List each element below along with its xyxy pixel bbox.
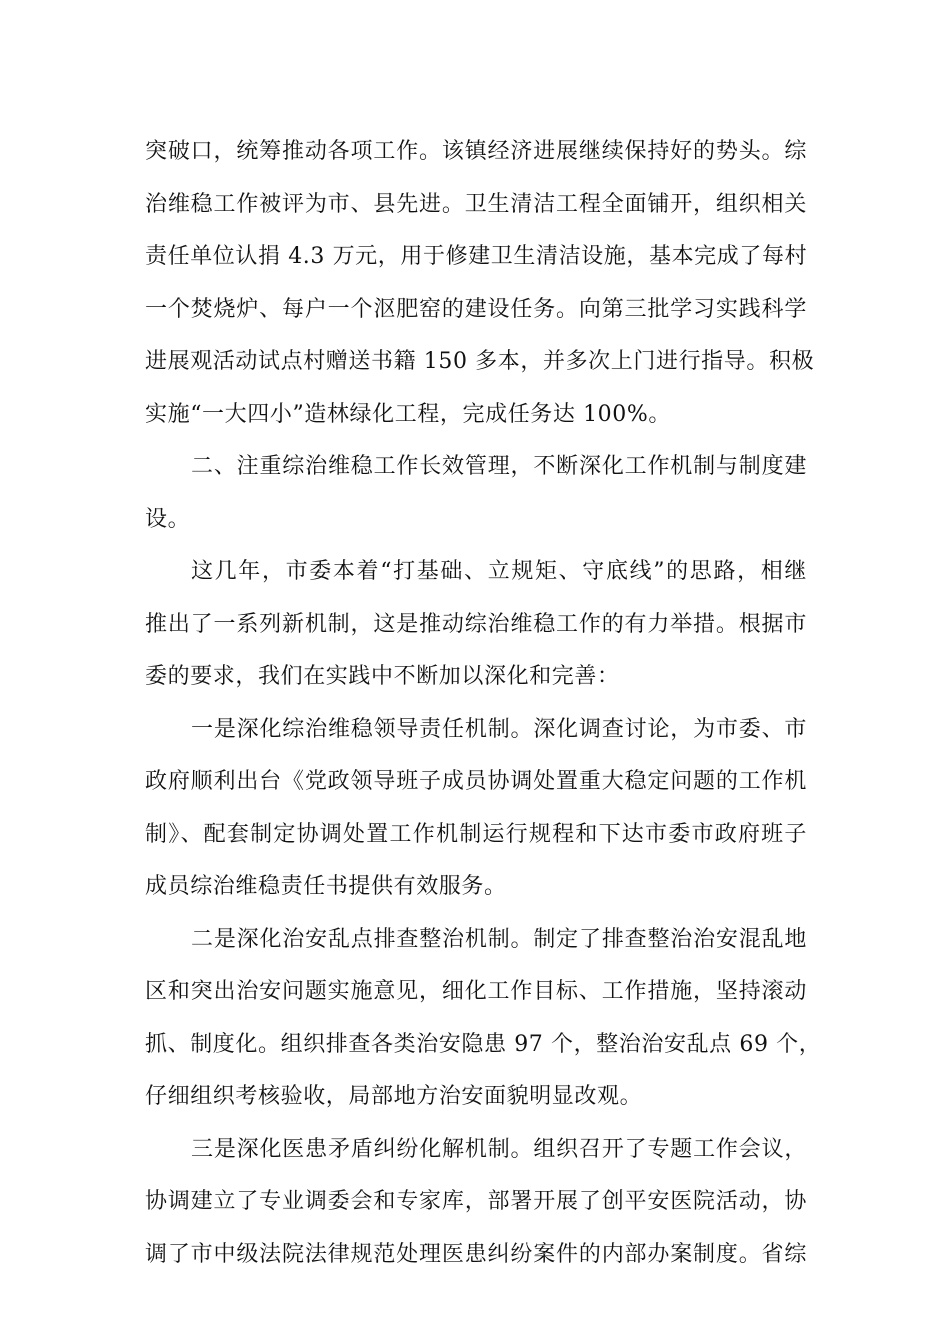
text-line: 委的要求，我们在实践中不断加以深化和完善：	[145, 664, 620, 689]
text-line: 突破口，统筹推动各项工作。该镇经济进展继续保持好的势头。综	[145, 139, 807, 164]
text-line: 协调建立了专业调委会和专家库，部署开展了创平安医院活动，协	[145, 1189, 807, 1214]
paragraph-3	[145, 546, 807, 704]
text-line: 三是深化医患矛盾纠纷化解机制。组织召开了专题工作会议，	[191, 1136, 807, 1162]
paragraph-4	[145, 704, 807, 914]
document-body	[145, 126, 822, 1281]
text-line: 二是深化治安乱点排查整治机制。制定了排查整治治安混乱地	[191, 926, 807, 952]
text-line: 一个焚烧炉、每户一个沤肥窑的建设任务。向第三批学习实践科学	[145, 296, 807, 322]
section-heading-2	[145, 441, 807, 546]
text-line: 推出了一系列新机制，这是推动综治维稳工作的有力举措。根据市	[145, 611, 807, 637]
text-line: 这几年，市委本着“打基础、立规矩、守底线”的思路，相继	[191, 559, 807, 584]
text-line: 制》、配套制定协调处置工作机制运行规程和下达市委市政府班子	[145, 821, 807, 847]
text-line: 仔细组织考核验收，局部地方治安面貌明显改观。	[145, 1084, 643, 1109]
paragraph-1	[145, 126, 815, 441]
text-line: 一是深化综治维稳领导责任机制。深化调查讨论，为市委、市	[191, 716, 807, 742]
text-line: 区和突出治安问题实施意见，细化工作目标、工作措施，坚持滚动	[145, 979, 807, 1004]
paragraph-6	[145, 1124, 807, 1282]
text-line: 抓、制度化。组织排查各类治安隐患 97 个，整治治安乱点 69 个，	[145, 1031, 822, 1057]
text-line: 责任单位认捐 4.3 万元，用于修建卫生清洁设施，基本完成了每村	[145, 244, 808, 269]
text-line: 治维稳工作被评为市、县先进。卫生清洁工程全面铺开，组织相关	[145, 191, 807, 217]
text-line: 调了市中级法院法律规范处理医患纠纷案件的内部办案制度。省综	[145, 1241, 807, 1267]
text-line: 政府顺利出台《党政领导班子成员协调处置重大稳定问题的工作机	[145, 769, 807, 794]
paragraph-5	[145, 914, 822, 1124]
text-line: 进展观活动试点村赠送书籍 150 多本，并多次上门进行指导。积极	[145, 349, 815, 374]
text-line: 实施“一大四小”造林绿化工程，完成任务达 100%。	[145, 401, 671, 427]
text-line: 成员综治维稳责任书提供有效服务。	[145, 874, 507, 899]
text-line: 二、注重综治维稳工作长效管理，不断深化工作机制与制度建	[191, 454, 807, 479]
text-line: 设。	[145, 506, 191, 532]
